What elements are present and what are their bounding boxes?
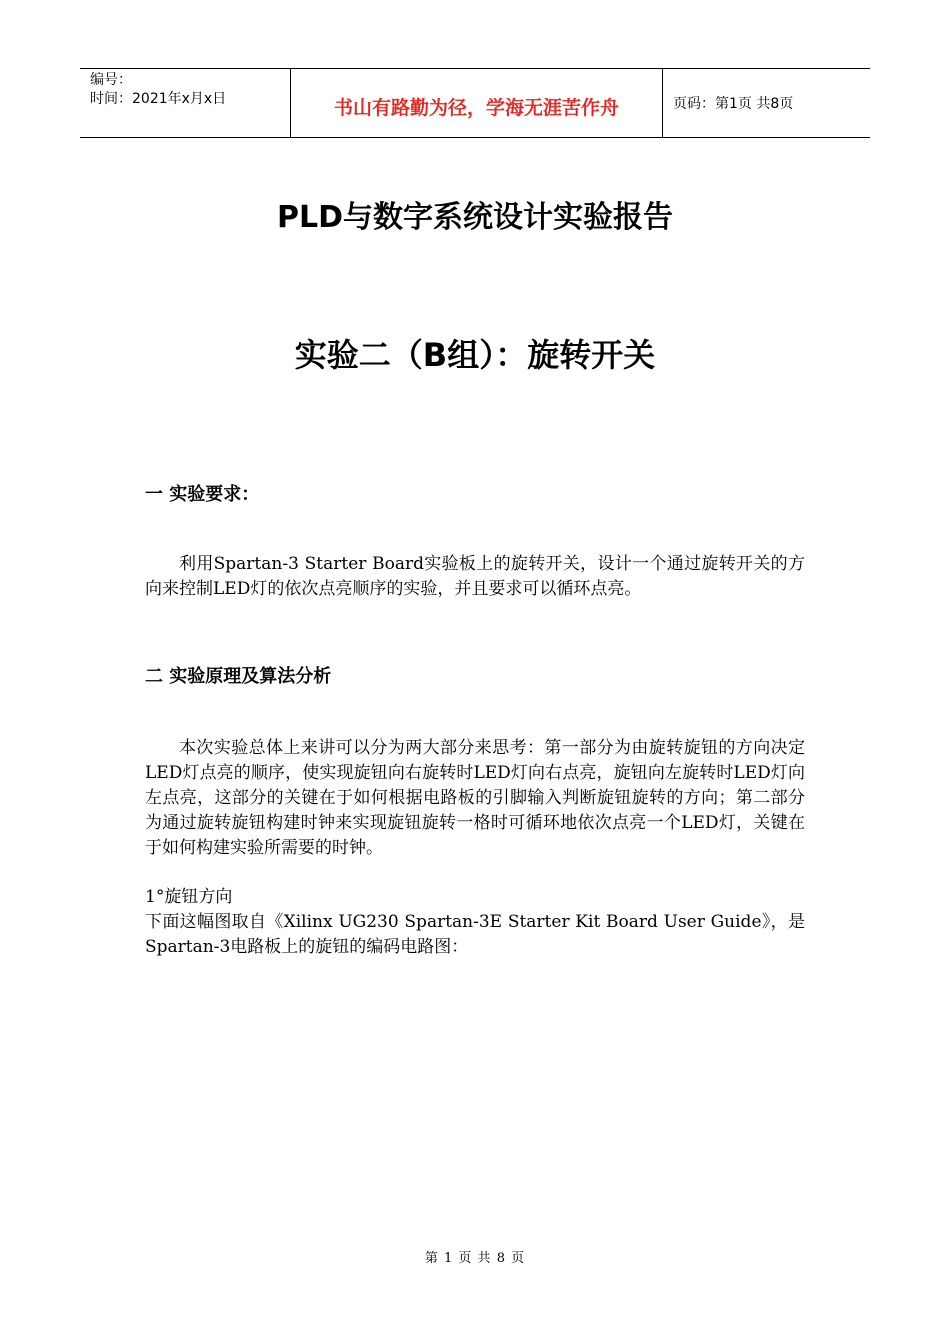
document-number-label: 编号：	[90, 72, 132, 88]
page-footer: 第 1 页 共 8 页	[424, 1251, 526, 1266]
header-page-info: 页码：第1页 共8页	[673, 96, 794, 112]
section-heading-principles: 二 实验原理及算法分析	[145, 666, 332, 687]
requirements-paragraph: 利用Spartan-3 Starter Board实验板上的旋转开关，设计一个通过旋转开关的方向来控制LED灯的依次点亮顺序的实验，并且要求可以循环点亮。	[145, 554, 805, 599]
subsection-title: 1°旋钮方向	[145, 887, 233, 907]
document-title: PLD与数字系统设计实验报告	[276, 200, 673, 235]
document-subtitle: 实验二（B组）：旋转开关	[294, 336, 656, 374]
subsection-knob-direction	[145, 885, 805, 960]
document-date: 时间：2021年x月x日	[90, 91, 227, 107]
subsection-text: 下面这幅图取自《Xilinx UG230 Spartan-3E Starter Kit Board User Guide》，是Spartan-3电路板上的旋钮的编码电路图：	[145, 912, 805, 957]
header-table	[80, 68, 870, 138]
header-motto: 书山有路勤为径，学海无涯苦作舟	[291, 69, 663, 137]
principles-paragraph: 本次实验总体上来讲可以分为两大部分来思考：第一部分为由旋转旋钮的方向决定LED灯点亮的顺序，使实现旋钮向右旋转时LED灯向右点亮，旋钮向左旋转时LED灯向左点亮，这部分的关键在于如何根据电路板的引脚输入判断旋钮旋转的方向；第二部分为通过旋转旋钮构建时钟来实现旋钮旋转一格时可循环地依次点亮一个LED灯，关键在于如何构建实验所需要的时钟。	[145, 738, 805, 858]
section-heading-requirements: 一 实验要求：	[145, 484, 260, 505]
header-meta-cell	[80, 69, 291, 137]
